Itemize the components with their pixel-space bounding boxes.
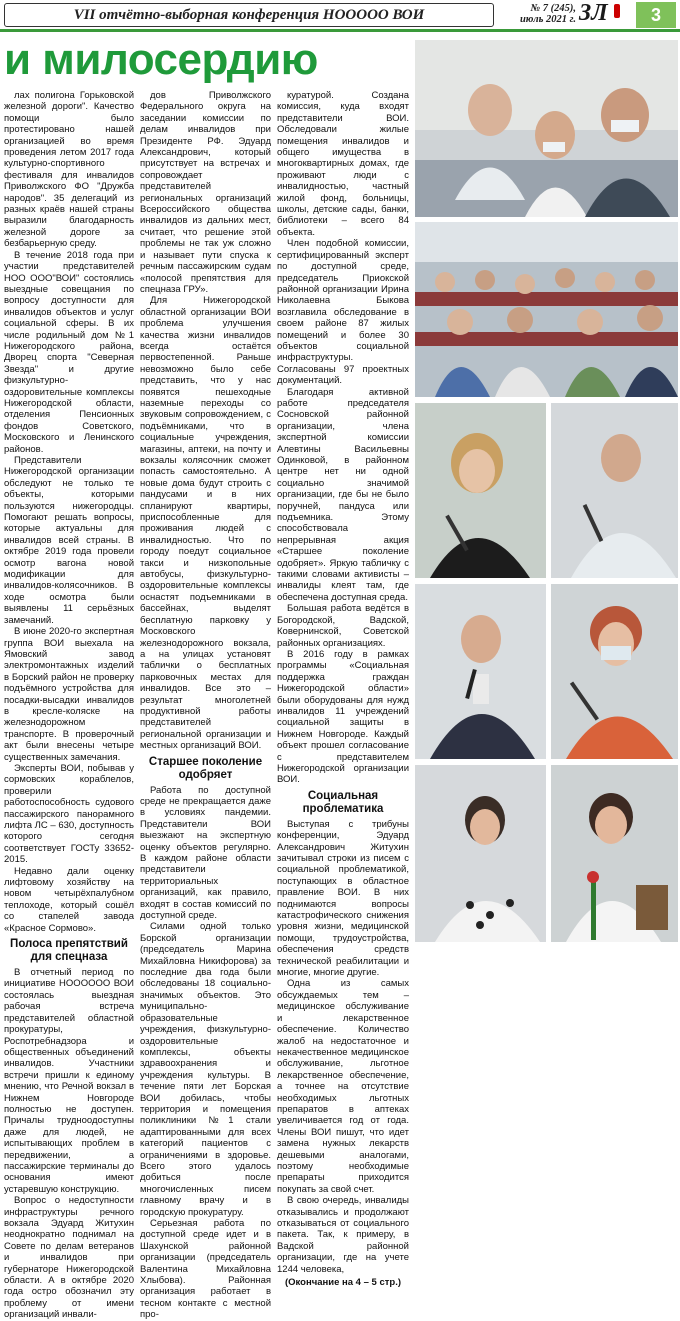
paragraph: В отчетный период по инициативе НОООООО ВОИ состоялась выездная рабочая встреча представителей областной прокуратуры, Роспотребнадзора и общественных объединений инвалидов. Участники встречи пришли к единому мнению, что Речной вокзал в Нижнем Новгороде полностью не доступен. Причалы трудноодоступны даже для людей, не испытывающих проблем в передвижении, а пассажирские терминалы до основания имеют устаревшую конструкцию.	[4, 967, 134, 1195]
photo-audience	[415, 222, 678, 397]
paragraph: Одна из самых обсуждаемых тем – медицинское обслуживание и лекарственное обеспечение. Количество жалоб на недостаточное и некачественное медицинское обслуживание, льготное лекарственное обеспечение, а точнее на отсутствие необходимых льготных препаратов в аптеках увеличивается год от года. Члены ВОИ пишут, что идет замена нужных лекарств дешевыми аналогами, поэтому необходимые препараты приходится покупать за свой счет.	[277, 978, 409, 1195]
page-number-badge: 3	[636, 2, 676, 28]
issue-info	[496, 3, 576, 25]
paragraph: Выступая с трибуны конференции, Эдуард Александрович Житухин зачитывал строки из писем с социальной проблематикой, поступающих в областное правление ВОИ. В них поднимаются вопросы катастрофического снижения уровня жизни, медицинской помощи, трудоустройства, обеспечения средств технической реабилитации и многие, многие другие.	[277, 818, 409, 979]
paragraph: Недавно дали оценку лифтовому хозяйству на новом четырёхпалубном теплоходе, который сошёл со стапелей завода «Красное Сормово».	[4, 865, 134, 934]
photo-speaker-man	[551, 403, 678, 578]
paragraph: Эксперты ВОИ, побывав у сормовских кораблелов, проверили работоспособность судового пассажирского панорамного лифта ЛС – 630, доступность которого сегодня соответствует ГОСТу 33652-2015.	[4, 762, 134, 866]
issue-date: июль 2021 г.	[519, 14, 576, 25]
header-title-box	[4, 3, 494, 27]
paragraph: В свою очередь, инвалиды отказывались и продолжают отказываться от социального пакета. Так, к примеру, в Вадской районной организации, где на учете 1244 человека,	[277, 1195, 409, 1275]
photo-chairman	[415, 584, 546, 759]
article-column-3	[277, 90, 409, 1289]
photo-woman-with-flowers	[551, 765, 678, 942]
paragraph: Благодаря активной работе председателя Сосновской районной организации, члена экспертной комиссии Алевтины Васильевны Одинковой, в районном центре нет ни одной социально значимой организации, где бы не было поручней, пандуса или подъемника. Этому способствовала непрерывная акция «Старшее поколение одобряет». Яркую табличку с такими словами активисты – инвалиды клеят там, где обеспечена доступная среда.	[277, 386, 409, 603]
subheading: Социальная проблематика	[302, 789, 384, 815]
newspaper-logo: ЗЛ	[579, 0, 608, 26]
page-header	[0, 0, 680, 32]
paragraph: Серьезная работа по доступной среде идет и в Шахунской районной организации (председатель Валентина Михайловна Хлыбова). Районная организация работает в тесном контакте с местной про-	[140, 1218, 271, 1321]
paragraph: В течение 2018 года при участии представителей НОО ООО"ВОИ" состоялись выездные совещания по вопросу доступности для инвалидов объектов и услуг социальной сферы. В их числе родильный дом №1 Нижегородского района, Дворец спорта "Северная Звезда" и другие физкультурно-оздоровительные комплексы Нижегородской области, отделения Пенсионных фондов Советского, Московского и Ленинского районов.	[4, 249, 134, 455]
photo-speaker-elder-woman	[551, 584, 678, 759]
photo-presidium	[415, 40, 678, 217]
paragraph: Работа по доступной среде не прекращается даже в условиях пандемии. Представители ВОИ выезжают на экспертную оценку объектов регулярно. В каждом районе области представители территориальных организаций, как правило, входят в состав комиссий по доступной среде.	[140, 784, 271, 922]
issue-number: № 7 (245),	[530, 3, 576, 14]
paragraph: Большая работа ведётся в Богородской, Вадской, Ковернинской, Советской районных организациях.	[277, 603, 409, 649]
photo-speaker-woman	[415, 403, 546, 578]
paragraph: дов Приволжского Федерального округа на заседании комиссии по делам инвалидов при Президенте РФ. Эдуард Александрович, который присутствует на встречах и сопровождает представителей региональных организаций Всероссийского общества инвалидов из дальних мест, считает, что решение этой проблемы не так уж сложно и называет пути спуска к речным пассажирским судам «полосой препятствия для спецназа ГРУ».	[140, 90, 271, 295]
conference-title: VII отчётно-выборная конференция НООООО ВОИ	[73, 6, 425, 23]
paragraph: лах полигона Горьковской железной дороги". Качество помощи было протестировано нашей организацией во время проведения летом 2017 года культурно-спортивного фестиваля для инвалидов Приволжского ФО "Дружба народов". 35 делегаций из разных краёв нашей страны выразили благодарность железной дороге за безбарьерную среду.	[4, 90, 134, 250]
paragraph: В июне 2020-го экспертная группа ВОИ выехала на Ямовский завод электромонтажных изделий в Борский район не проверку подъёмного устройства для посадки-высадки инвалидов в кресле-коляске на железнодорожном транспорте. В проверочный акт были внесены четыре существенных замечания.	[4, 626, 134, 763]
article-column-2	[140, 90, 271, 1321]
logo-accent-icon	[614, 4, 620, 18]
paragraph: Член подобной комиссии, сертифицированный эксперт по доступной среде, председатель Приокской районной организации Ирина Николаевна Быкова возглавила обследование в своем районе 87 жилых помещений и более 30 объектов социальной инфраструктуры. Согласованы 97 проектных документаций.	[277, 238, 409, 387]
paragraph: Для Нижегородской областной организации ВОИ проблема улучшения качества жизни инвалидов всегда остаётся первостепенной. Раньше невозможно было себе представить, что у нас появятся пешеходные наземные переходы со звуковым сопровождением, с подъёмниками, что в социальные учреждения, магазины, аптеки, на почту и вокзалы колясочник сможет попасть самостоятельно. А новые дома будут строить с пандусами и в них спланируют квартиры, приспособленные для проживания людей с инвалидностью. Что по городу поедут социальное такси и низкопольные автобусы, физкультурно-оздоровительные комплексы оснастят подъемниками в бассейнах, выделят бесплатную парковку у Московского железнодорожного вокзала, а на улицах установят таблички о бесплатных парковочных местах для инвалидов. Все это – результат многолетней продуктивной работы представителей региональной организации и местных организаций ВОИ.	[140, 295, 271, 752]
article-headline: и милосердию	[4, 35, 318, 84]
header-divider	[0, 29, 680, 32]
paragraph: Представители Нижегородской организации обследуют не только те объекты, которыми пользуются нижегородцы. Помогают решать вопросы, которые актуальны для инвалидов всей страны. В октябре 2019 года провели осмотр вагона новой модификации для инвалидов-колясочников. В ходе осмотра были выявлены 11 серьёзных замечаний.	[4, 455, 134, 626]
paragraph: куратурой. Создана комиссия, куда входят представители ВОИ. Обследовали жилые помещения инвалидов и общего имущества в многоквартирных домах, где проживают люди с инвалидностью, частный жилой фонд, больницы, школы, детские сады, банки, библиотеки – всего 84 объекта.	[277, 90, 409, 238]
paragraph: Силами одной только Борской организации (председатель Марина Михайловна Никифорова) за последние два года были обследованы 18 социально-значимых объектов. Это муниципально-образовательные учреждения, физкультурно-оздоровительные комплексы, объекты здравоохранения и учреждения культуры. В течение пяти лет Борская ВОИ добилась, чтобы территория и помещения поликлиники №1 стали адаптированными для всех категорий пациентов с ограничениями в здоровье. Всего этого удалось добиться после многочисленных писем главному врачу и в городскую прокуратуру.	[140, 921, 271, 1218]
subheading: Полоса препятствий для спецназа	[10, 938, 128, 964]
paragraph: В 2016 году в рамках программы «Социальная поддержка граждан Нижегородской области» были оборудованы для нужд инвалидов 11 учреждений социальной защиты в Нижнем Новгороде. Каждый объект прошел согласование с представителем Нижегородской организации ВОИ.	[277, 648, 409, 786]
photo-woman-patterned	[415, 765, 546, 942]
subheading: Старшее поколение одобряет	[148, 755, 263, 781]
article-column-1	[4, 90, 134, 1321]
continuation-note: (Окончание на 4 – 5 стр.)	[285, 1277, 401, 1289]
paragraph: Вопрос о недоступности инфраструктуры речного вокзала Эдуард Житухин неоднократно поднимал на Совете по делам ветеранов и инвалидов при губернаторе Нижегородской области. А в октябре 2020 года остро обозначил эту проблему от имени организаций инвали-	[4, 1195, 134, 1321]
